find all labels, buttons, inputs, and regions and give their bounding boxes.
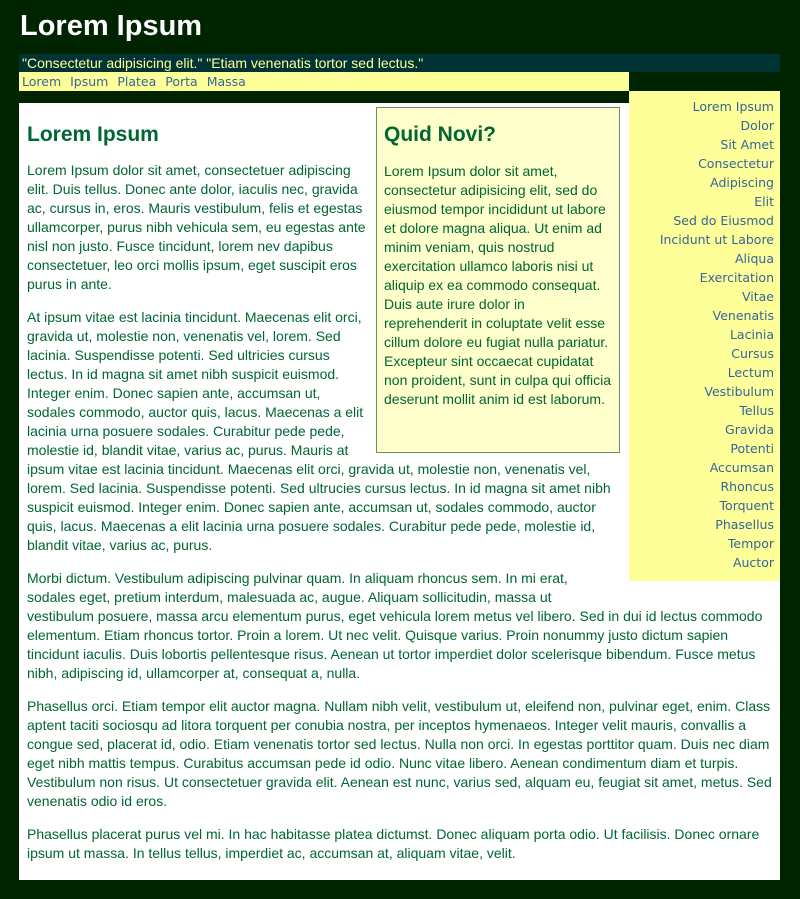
sidebar-nav (629, 91, 780, 581)
sidebar-link-lorem-ipsum[interactable]: Lorem Ipsum (692, 99, 774, 114)
sidebar-link-lectum[interactable]: Lectum (727, 365, 774, 380)
main-paragraph: Phasellus placerat purus vel mi. In hac habitasse platea dictumst. Donec aliquam porta odio. Ut facilisis. Donec ornare ipsum ut massa. In tellus tellus, imperdiet ac, accumsan at, aliquam vitae, velit. (27, 826, 760, 861)
sidebar-link-incidunt-ut-labore[interactable]: Incidunt ut Labore (659, 232, 774, 247)
top-nav-link-massa[interactable]: Massa (206, 74, 246, 89)
sidebar-link-exercitation[interactable]: Exercitation (699, 270, 774, 285)
news-text: Lorem Ipsum dolor sit amet, consectetur adipisicing elit, sed do eiusmod tempor incididunt ut labore et dolore magna aliqua. Ut enim ad minim veniam, quis nostrud exercitation ullamco laboris nisi ut aliquip ex ea commodo consequat. Duis aute irure dolor in reprehenderit in coluptate velit esse cillum dolore eu fugiat nulla pariatur. Excepteur sint occaecat cupidatat non proident, sunt in culpa qui officia deserunt mollit anim id est laborum. (384, 163, 612, 407)
main-paragraph: Phasellus orci. Etiam tempor elit auctor magna. Nullam nibh velit, vestibulum ut, eleifend non, pulvinar eget, enim. Class aptent taciti sociosqu ad litora torquent per conubia nostra, per inceptos hymenaeos. Integer velit mauris, convallis a congue sed, placerat id, odio. Etiam venenatis tortor sed lectus. Nulla non orci. In egestas porttitor quam. Duis nec diam eget nibh mattis tempus. Curabitus accumsan pede id odio. Nunc vitae libero. Aenean condimentum diam et turpis. Vestibulum non risus. Ut consectetuer gravida elit. Aenean est nunc, varius sed, alquam eu, feugiat sit amet, metus. Sed venenatis odio id eros. (27, 698, 772, 809)
tagline: "Consectetur adipisicing elit." "Etiam venenatis tortor sed lectus." (22, 55, 424, 71)
main-paragraph: At ipsum vitae est lacinia tincidunt. Maecenas elit orci, gravida ut, molestie non, venenatis vel, lorem. Sed lacinia. Suspendisse potenti. Sed ultricies cursus lectus. In id magna sit amet nibh suspicit euismod. Integer enim. Donec sapien ante, accumsan ut, sodales commodo, auctor quis, lacus. Maecenas a elit lacinia urna posuere sodales. Curabitur pede pede, molestie id, blandit vitae, varius ac, purus. Mauris at ipsum vitae est lacinia tincidunt. Maecenas elit orci, gravida ut, molestie non, venenatis vel, lorem. Sed lacinia. Suspendisse potenti. Sed ultrucies cursus lectus. In id magna sit amet nibh suspicit euismod. Integer enim. Donec sapien ante, accumsan ut, sodales commodo, auctor quis, lacus. Maecenas a elit lacinia urna posuere sodales. Curabitur pede pede, molestie id, blandit vitae, varius ac, purus. (27, 309, 611, 553)
sidebar-link-rhoncus[interactable]: Rhoncus (720, 479, 774, 494)
sidebar-link-dolor[interactable]: Dolor (740, 118, 774, 133)
main-heading: Lorem Ipsum (27, 123, 159, 146)
sidebar-link-auctor[interactable]: Auctor (732, 555, 774, 570)
sidebar-link-gravida[interactable]: Gravida (725, 422, 774, 437)
sidebar-link-torquent[interactable]: Torquent (719, 498, 774, 513)
sidebar-link-elit[interactable]: Elit (754, 194, 774, 209)
sidebar-link-vestibulum[interactable]: Vestibulum (704, 384, 774, 399)
news-box (376, 107, 620, 453)
top-nav (19, 72, 629, 91)
sidebar-link-aliqua[interactable]: Aliqua (734, 251, 774, 266)
top-nav-link-lorem[interactable]: Lorem (22, 74, 62, 89)
sidebar-link-potenti[interactable]: Potenti (730, 441, 774, 456)
sidebar-link-tempor[interactable]: Tempor (727, 536, 774, 551)
top-nav-link-ipsum[interactable]: Ipsum (70, 74, 109, 89)
news-title: Quid Novi? (384, 123, 496, 146)
main-paragraph: Morbi dictum. Vestibulum adipiscing pulvinar quam. In aliquam rhoncus sem. In mi erat, sodales eget, pretium interdum, malesuada ac, augue. Aliquam sollicitudin, massa ut vestibulum posuere, massa arcu elementum purus, eget vehicula lorem metus vel libero. Sed in dui id lectus commodo elementum. Etiam rhoncus tortor. Proin a lorem. Ut nec velit. Quisque varius. Proin nonummy justo dictum sapien tincidunt iaculis. Duis lobortis pellentesque risus. Aenean ut tortor imperdiet dolor scelerisque bibendum. Fusce metus nibh, adipiscing id, ullamcorper at, consequat a, nulla. (27, 570, 763, 681)
sidebar-link-accumsan[interactable]: Accumsan (709, 460, 774, 475)
sidebar-link-sed-do-eiusmod[interactable]: Sed do Eiusmod (673, 213, 774, 228)
nav-divider (19, 91, 629, 103)
sidebar-link-adipiscing[interactable]: Adipiscing (710, 175, 774, 190)
main-paragraph: Lorem Ipsum dolor sit amet, consectetuer adipiscing elit. Duis tellus. Donec ante dolor, iaculis nec, gravida ac, cursus in, eros. Mauris vestibulum, felis et egestas ullamcorper, purus nibh vehicula sem, eu egestas ante nisl non justo. Fusce tincidunt, lorem nev dapibus consectetuer, leo orci mollis ipsum, eget suscipit eros purus in ante. (27, 162, 366, 292)
sidebar-link-cursus[interactable]: Cursus (731, 346, 774, 361)
sidebar-link-lacinia[interactable]: Lacinia (729, 327, 774, 342)
top-nav-link-platea[interactable]: Platea (117, 74, 157, 89)
sidebar-link-vitae[interactable]: Vitae (741, 289, 774, 304)
sidebar-link-tellus[interactable]: Tellus (739, 403, 774, 418)
sidebar-link-sit-amet[interactable]: Sit Amet (720, 137, 774, 152)
sidebar-link-venenatis[interactable]: Venenatis (712, 308, 774, 323)
sidebar-link-consectetur[interactable]: Consectetur (698, 156, 774, 171)
site-title: Lorem Ipsum (20, 10, 203, 42)
top-nav-link-porta[interactable]: Porta (165, 74, 198, 89)
sidebar-link-phasellus[interactable]: Phasellus (715, 517, 774, 532)
tagline-bar (19, 54, 780, 72)
